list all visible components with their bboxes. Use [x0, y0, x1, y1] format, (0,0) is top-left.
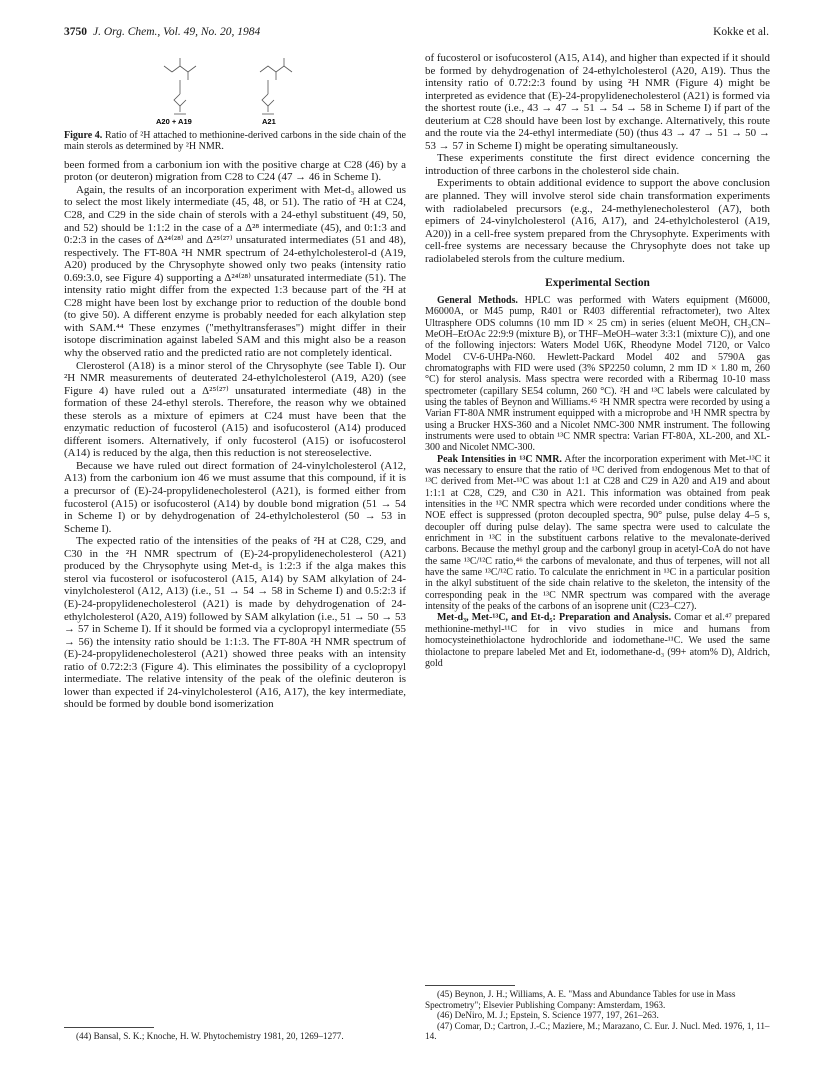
left-paragraph-5: The expected ratio of the intensities of the peaks of ²H at C28, C29, and C30 in the ²H NMR spectrum of (E)-24-propylidenecholesterol (A21) produced by the Chrysophyte using Met-d₃ is 1:2:3 if the alga makes this sterol via fucosterol or isofucosterol (A15, A14) by SAM alkylation of 24-vinylcholesterol (A12, A13) (i.e., 51 → 54 → 58 in Scheme I) and 0.5:2:3 if (E)-24-propylidenecholesterol (A21) is made by dehydrogenation of 24-ethylcholesterol (A20, A19) followed by SAM alkylation (i.e., 51 → 50 → 53 → 57 in Scheme I). If it should be formed via a cyclopropyl intermediate (55 → 56) the intensity ratio should be 1:1:3. The FT-80A ²H NMR spectrum of (E)-24-propylidenecholesterol (A21) showed three peaks with an intensity ratio of 0.72:2:3 (Figure 4). This eliminates the possibility of a cyclopropyl intermediate. The relative intensity of the peak of the olefinic deuteron is lower than expected if 24-vinylcholesterol (A16, A17), the key intermediate, should be formed by double bond isomerization: [64, 535, 406, 711]
left-paragraph-3: Clerosterol (A18) is a minor sterol of the Chrysophyte (see Table I). Our ²H NMR measurements of deuterated 24-ethylcholesterol (A19, A20) (see Figure 4) have ruled out a Δ²⁵⁽²⁷⁾ unsaturated intermediate (48) in the formation of these 24-ethyl sterols. Therefore, the reason why we obtained these sterols as a mixture of epimers at C24 must have been that the enzymatic reduction of fucosterol (A15) and isofucosterol (A14) produced different isomers. Alternatively, if only fucosterol (A15) or isofucosterol (A14) is reduced by the alga, then this reduction is not stereoselective.: [64, 359, 406, 460]
run-in-heading-peak-intensities: Peak Intensities in ¹³C NMR.: [437, 453, 562, 465]
side-chain-structures-diagram: [134, 50, 334, 126]
right-paragraph-2: These experiments constitute the first direct evidence concerning the introduction of three carbons in the cholesterol side chain.: [425, 152, 770, 177]
run-in-heading-preparation: Met-d₃, Met-¹³C, and Et-d₅: Preparation and Analysis.: [437, 612, 672, 624]
right-column: [425, 52, 770, 669]
run-in-heading-general-methods: General Methods.: [437, 294, 518, 306]
experimental-paragraph-1: [425, 295, 770, 454]
journal-citation: J. Org. Chem., Vol. 49, No. 20, 1984: [93, 26, 261, 38]
left-paragraph-1: been formed from a carbonium ion with the positive charge at C28 (46) by a proton (or deuteron) migration from C28 to C24 (47 → 46 in Scheme I).: [64, 158, 406, 184]
general-methods-text: HPLC was performed with Waters equipment (M6000, M6000A, or M45 pump, R401 or R403 differential refractometer), two Altex Ultrasphere ODS columns (10 mm ID × 25 cm) in series (eluent MeOH, CH₃CN–MeOH–EtOAc 22:9:9 (mixture B), or THF–MeOH–water 3:3:1 (mixture C)), and one of the following injectors: Waters Model U6K, Rheodyne Model 7120, or Valco Model CV-6-UHPa-N60. Hewlett-Packard Model 402 and 5790A gas chromatographs with FID were used (3% SP2250 column, 2 mm ID × 1.80 m, 260 °C) for sterol analysis. Mass spectra were recorded with a Ribermag 10-10 mass spectrometer (capillary SE54 column, 260 °C). ²H and ¹³C labels were calculated by using the tables of Beynon and Williams.⁴⁵ ²H NMR spectra were recorded by using a Varian FT-80A NMR instrument equipped with a microprobe and ¹H NMR spectra by using a Brucker HXS-360 and a Nicolet NMC-300 NMR instrument. The following instruments were used to obtain ¹³C NMR spectra: Varian FT-80A, XL-200, and XL-300 and Nicolet NMC-300.: [425, 294, 771, 454]
section-title-experimental: Experimental Section: [545, 277, 650, 290]
figure-caption-text: Ratio of ²H attached to methionine-derived carbons in the side chain of the main sterols as determined by ²H NMR.: [64, 130, 406, 153]
page-header: [64, 26, 769, 42]
footnote-47: (47) Comar, D.; Cartron, J.-C.; Maziere, M.; Marazano, C. Eur. J. Nucl. Med. 1976, 1, 11–14.: [425, 1020, 770, 1041]
figure-caption-label: Figure 4.: [64, 130, 103, 141]
figure-label-left: A20 + A19: [156, 117, 192, 126]
right-paragraph-3: Experiments to obtain additional evidence to support the above conclusion are planned. They will involve sterol side chain transformation experiments with radiolabeled precursors (e.g., 24-methylenecholesterol (A7), both epimers of 24-vinylcholesterol (A16, A17), and 24-ethylcholesterol (A19, A20)) in a cell-free system prepared from the Chrysophyte. Experiments with cell-free systems are necessary because the Chrysophyte does not take up radiolabeled sterols from the culture medium.: [425, 177, 770, 265]
footnote-46: (46) DeNiro, M. J.; Epstein, S. Science 1977, 197, 261–263.: [437, 1010, 659, 1020]
experimental-section: [425, 295, 770, 669]
left-paragraph-4: Because we have ruled out direct formation of 24-vinylcholesterol (A12, A13) from the carbonium ion 46 we must assume that this compound, if it is a precursor of (E)-24-propylidenecholesterol (A21), is formed either from fucosterol (A15) or isofucosterol (A14) by double bond migration (51 → 54 in Scheme I) or by dehydrogenation of 24-ethylcholesterol (50 → 53 in Scheme I).: [64, 459, 406, 535]
figure-4: [64, 50, 406, 128]
header-left: [64, 26, 260, 38]
footnote-rule-right: [425, 985, 515, 986]
footnote-rule: [64, 1027, 154, 1028]
right-paragraph-1: of fucosterol or isofucosterol (A15, A14), and higher than expected if it should be formed by dehydrogenation of 24-ethylcholesterol (A20, A19). Thus the intensity ratio of 0.72:2:3 found by using ²H NMR (Figure 4) might be interpreted as evidence that (E)-24-propylidenecholesterol (A21) is formed via the shortest route (i.e., 43 → 47 → 51 → 54 → 58 in Scheme I) if part of the deuterium at C28 should have been lost by exchange. Alternatively, this route and the route via the 24-ethyl intermediate (50) (thus 43 → 47 → 51 → 50 → 53 → 57 in Scheme I) might be operating simultaneously.: [425, 52, 770, 152]
preparation-text: Comar et al.⁴⁷ prepared methionine-methyl-¹¹C for in vivo studies in mice and humans from homocysteinethiolactone hydrochloride and iodomethane-¹¹C. We used the same thiolactone to prepare labeled Met and Et, iodomethane-d₃ (99+ atom% D), Aldrich, gold: [425, 612, 770, 669]
peak-intensities-text: After the incorporation experiment with Met-¹³C it was necessary to ensure that the ratio of ¹³C derived from endogenous Met to that of ¹³C derived from Met-¹³C was about 1:1 at C28 and C29 in A20 and A19 and about 1:1:1 at C28, C29, and C30 in A21. This information was obtained from peak intensities in the ¹³C NMR spectra which were recorded under conditions where the NOE effect is suppressed (proton decoupled spectra, 90° pulse, pulse delay 4–5 s, decoupler off during pulse delay). The same spectra were used to calculate the enrichment in ¹³C in the substituent carbons relative to the mevalonate-derived carbons. Because the methyl group and the carbonyl group in acetyl-CoA do not have the same ¹³C/¹²C ratio,⁴⁶ the carbons of mevalonate, and thus of terpenes, will not all have the same ¹³C/¹²C ratio. To calculate the enrichment in ¹³C in a particular position in the alkyl substituent of the side chain relative to the skeleton, the intensity of the corresponding peak in the ¹³C NMR spectrum was compared with the average intensity of the peaks of the carbons of an isoprene unit (C23–C27).: [425, 453, 770, 613]
footnote-44: (44) Bansal, S. K.; Knoche, H. W. Phytochemistry 1981, 20, 1269–1277.: [76, 1031, 344, 1041]
left-column: [64, 50, 406, 711]
right-footnotes: [425, 985, 770, 1042]
figure-label-right: A21: [262, 117, 276, 126]
page-number: 3750: [64, 26, 87, 38]
experimental-paragraph-2: [425, 454, 770, 613]
left-footnotes: [64, 1027, 406, 1042]
experimental-paragraph-3: [425, 612, 770, 669]
footnote-45: (45) Beynon, J. H.; Williams, A. E. "Mass and Abundance Tables for use in Mass Spectrometry"; Elsevier Publishing Company: Amsterdam, 1963.: [425, 989, 736, 1010]
left-paragraph-2: Again, the results of an incorporation experiment with Met-d₃ allowed us to select the most likely intermediate (45, 48, or 51). The ratio of ²H at C24, C28, and C29 in the side chain of sterols with a 24-ethyl substituent (49, 50, and 52) should be 1:1:2 in the case of a Δ²⁸ intermediate (45), and 0:1:3 and 0:2:3 in the cases of Δ²⁴⁽²⁸⁾ and Δ²⁵⁽²⁷⁾ unsaturated intermediates (51 and 48), respectively. The FT-80A ²H NMR spectrum of 24-ethylcholesterol-d (A19, A20) produced by the Chrysophyte showed only two peaks (intensity ratio 0.69:3.0, see Figure 4) supporting a Δ²⁴⁽²⁸⁾ unsaturated intermediate (51). The intensity ratio might differ from the expected 1:3 because part of the ²H at C28 might have been lost by exchange prior to reduction of the double bond (to give 50). A different enzyme is probably needed for each alkylation step with SAM.⁴⁴ These enzymes ("methyltransferases") might differ in their isotope discrimination against labeled SAM and this might also be a reason why the observed ratio and the predicted ratio are not completely identical.: [64, 183, 406, 360]
header-authors: Kokke et al.: [713, 26, 769, 38]
figure-caption: [64, 130, 406, 153]
